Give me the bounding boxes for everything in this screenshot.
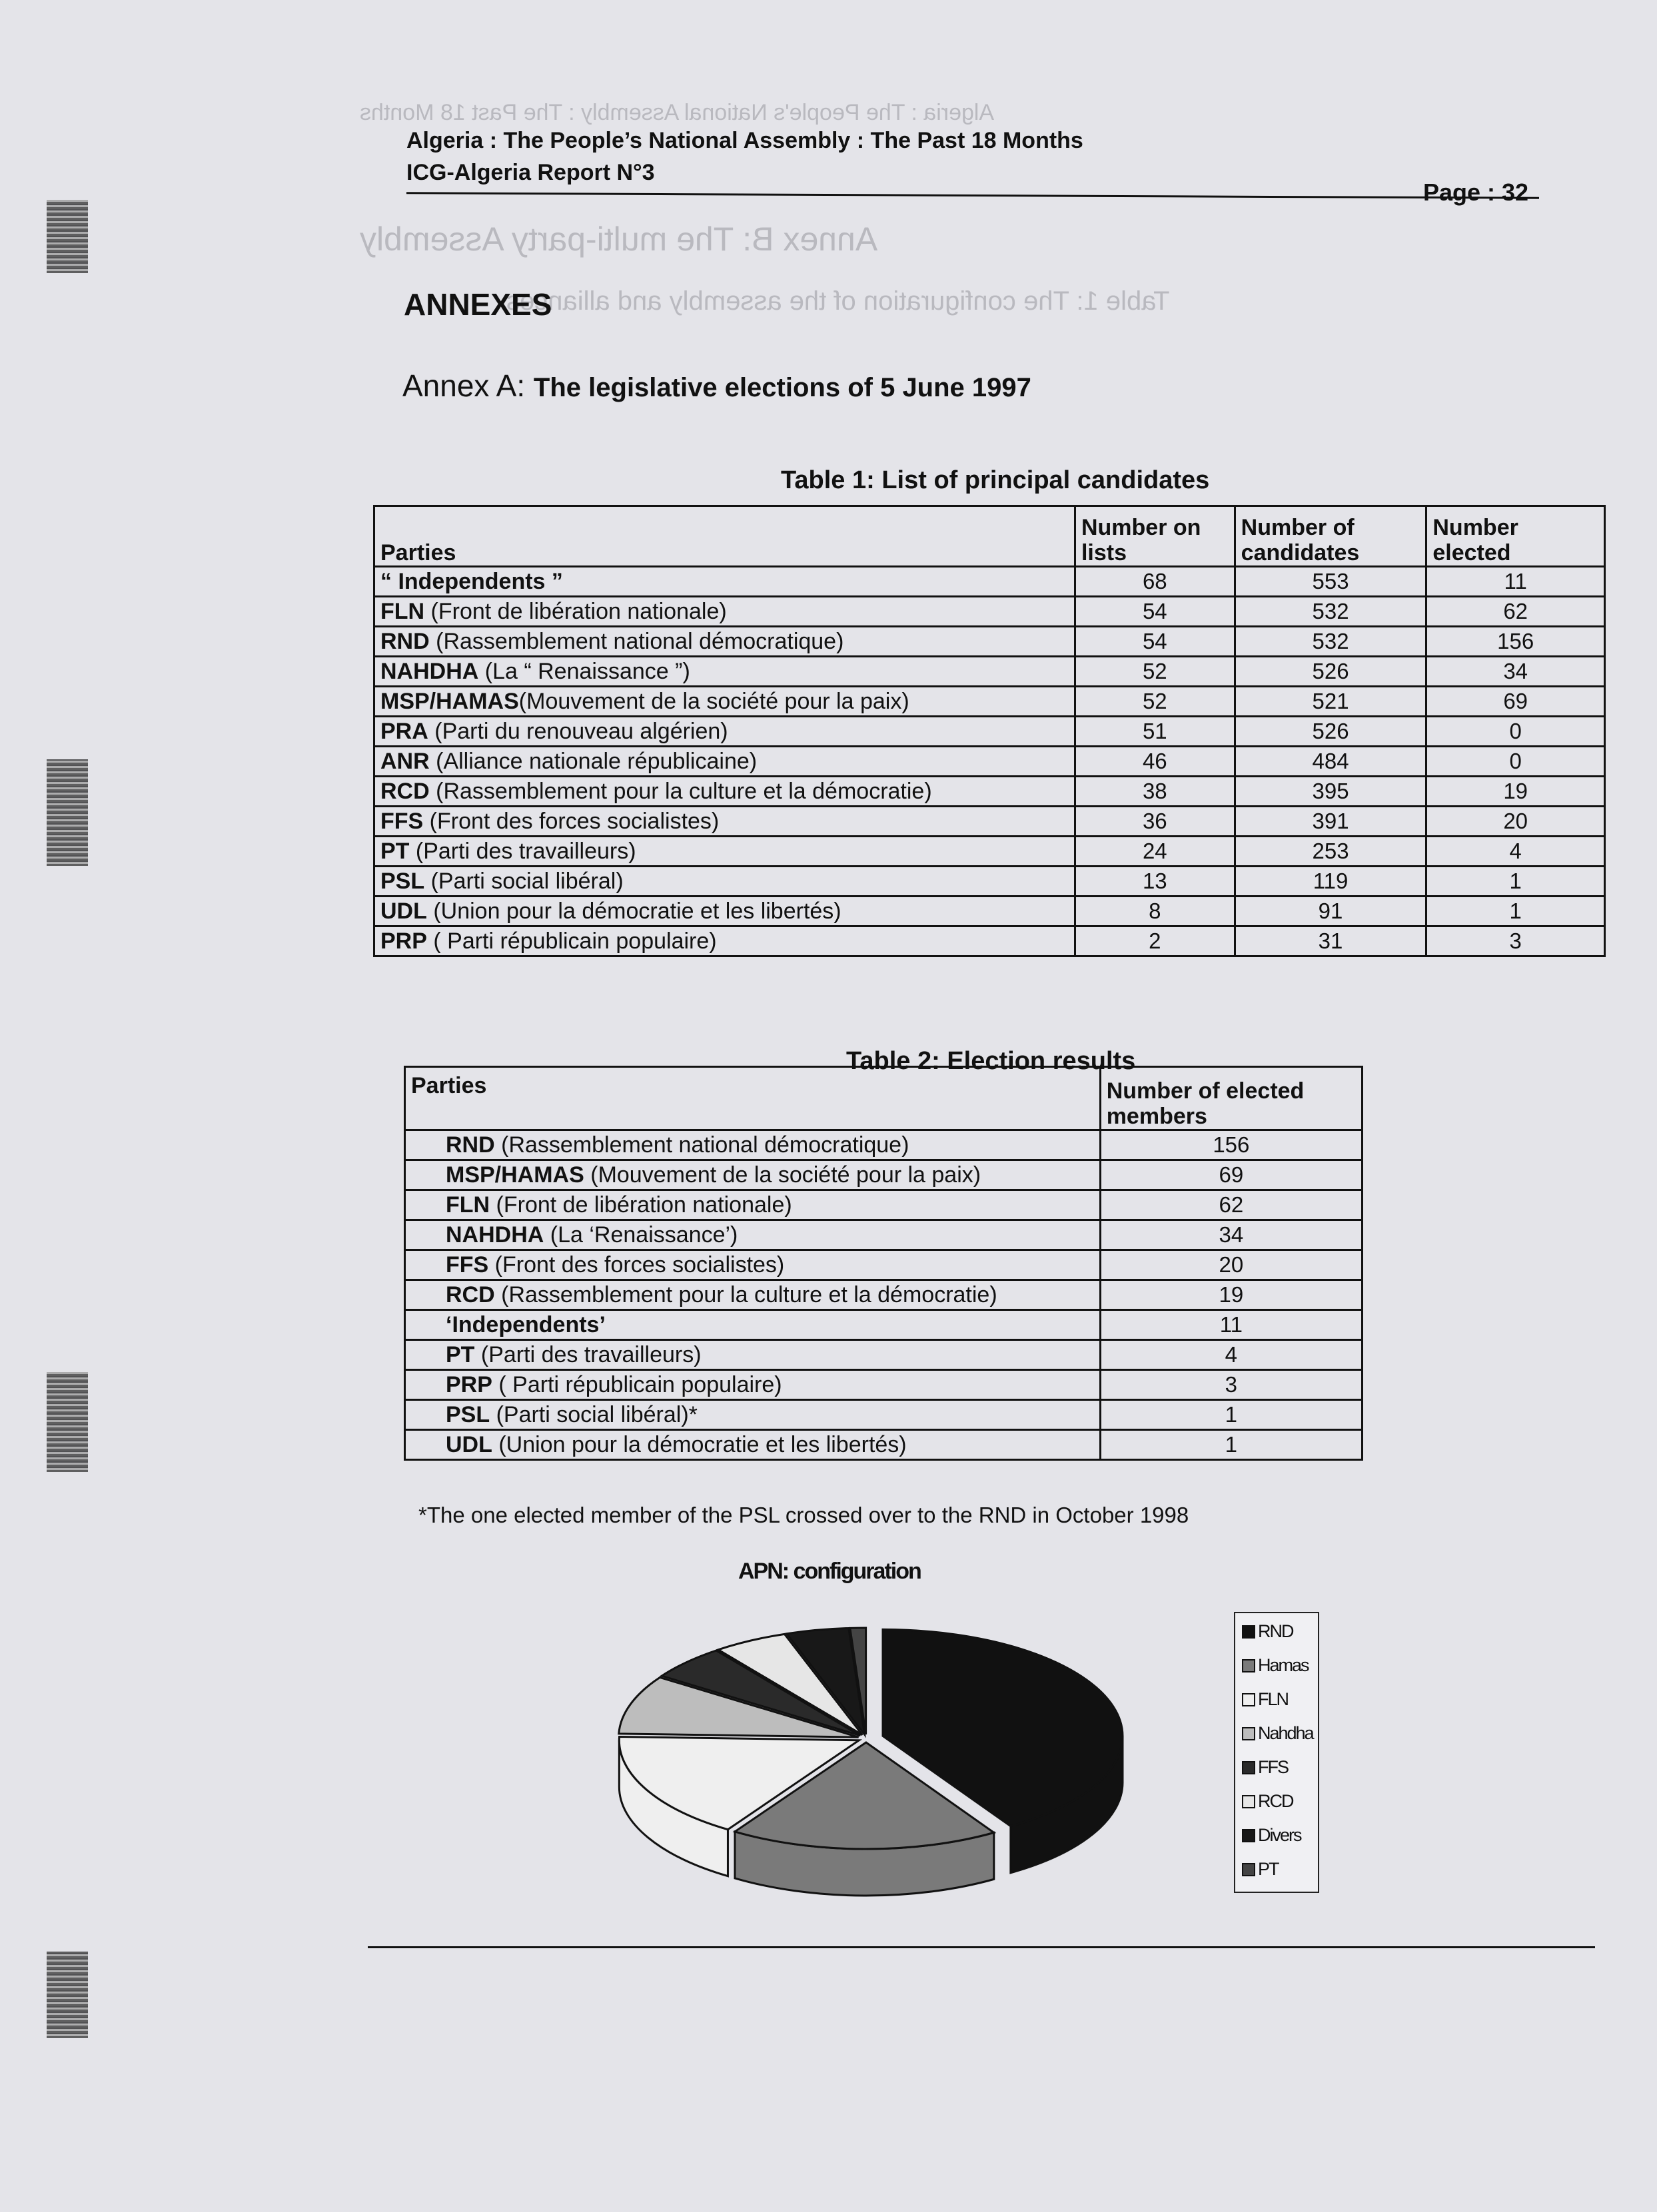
party-full-name: ( Parti républicain populaire): [426, 928, 717, 954]
results-table: [404, 1066, 1363, 1461]
elected-cell: 3: [1426, 926, 1605, 956]
legend-label: Divers: [1258, 1825, 1301, 1845]
party-cell: [374, 597, 1075, 627]
column-header: Number elected: [1426, 506, 1605, 567]
annex-title: The legislative elections of 5 June 1997: [533, 373, 1031, 402]
elected-cell: 20: [1426, 807, 1605, 837]
party-abbreviation: PT: [446, 1342, 475, 1367]
party-cell: [374, 717, 1075, 747]
lists-cell: 8: [1075, 897, 1235, 926]
legend-item-pt: [1242, 1859, 1279, 1880]
party-cell: [374, 926, 1075, 956]
party-cell: [374, 867, 1075, 897]
table-row: [405, 1280, 1363, 1310]
candidates-cell: 395: [1235, 777, 1426, 807]
table-row: [374, 926, 1605, 956]
table-row: [374, 717, 1605, 747]
candidates-table: [373, 505, 1606, 957]
candidates-cell: 526: [1235, 717, 1426, 747]
party-cell: [405, 1160, 1101, 1190]
party-cell: [374, 657, 1075, 687]
table-row: [374, 807, 1605, 837]
candidates-cell: 91: [1235, 897, 1426, 926]
candidates-cell: 31: [1235, 926, 1426, 956]
lists-cell: 36: [1075, 807, 1235, 837]
table-row: [405, 1220, 1363, 1250]
party-abbreviation: FFS: [380, 809, 424, 834]
legend-swatch: [1242, 1761, 1255, 1774]
party-full-name: (Parti des travailleurs): [409, 839, 636, 864]
legend-label: RND: [1258, 1621, 1293, 1641]
column-header: Number of elected members: [1100, 1067, 1362, 1130]
lists-cell: 2: [1075, 926, 1235, 956]
table-row: [374, 777, 1605, 807]
party-cell: [405, 1220, 1101, 1250]
party-cell: [374, 687, 1075, 717]
elected-members-cell: 34: [1100, 1220, 1362, 1250]
pie-chart: [586, 1625, 1186, 1905]
column-header: Number on lists: [1075, 506, 1235, 567]
legend-item-rcd: [1242, 1791, 1293, 1812]
elected-cell: 0: [1426, 717, 1605, 747]
elected-members-cell: 62: [1100, 1190, 1362, 1220]
party-full-name: (Front des forces socialistes): [488, 1252, 785, 1278]
party-abbreviation: UDL: [446, 1432, 492, 1457]
party-cell: [405, 1190, 1101, 1220]
party-abbreviation: “ Independents ”: [380, 569, 563, 594]
table-row: [374, 897, 1605, 926]
lists-cell: 52: [1075, 687, 1235, 717]
lists-cell: 24: [1075, 837, 1235, 867]
lists-cell: 54: [1075, 597, 1235, 627]
elected-cell: 0: [1426, 747, 1605, 777]
section-heading: ANNEXES: [404, 287, 552, 322]
party-cell: [405, 1310, 1101, 1340]
elected-members-cell: 1: [1100, 1430, 1362, 1460]
party-cell: [405, 1130, 1101, 1160]
party-full-name: (La “ Renaissance ”): [478, 659, 690, 684]
party-cell: [374, 567, 1075, 597]
party-abbreviation: NAHDHA: [446, 1222, 544, 1248]
bleed-through-text: Algeria : The People's National Assembly : The Past 18 Months: [360, 100, 995, 125]
elected-cell: 156: [1426, 627, 1605, 657]
party-abbreviation: UDL: [380, 899, 427, 924]
lists-cell: 52: [1075, 657, 1235, 687]
legend-item-rnd: [1242, 1621, 1293, 1642]
party-abbreviation: PRA: [380, 719, 428, 744]
party-full-name: ( Parti républicain populaire): [492, 1372, 782, 1397]
elected-cell: 11: [1426, 567, 1605, 597]
candidates-cell: 526: [1235, 657, 1426, 687]
footer-rule: [368, 1946, 1595, 1948]
party-abbreviation: FFS: [446, 1252, 489, 1278]
candidates-cell: 553: [1235, 567, 1426, 597]
legend-label: Nahdha: [1258, 1723, 1313, 1743]
party-cell: [405, 1340, 1101, 1370]
party-full-name: (Rassemblement national démocratique): [494, 1132, 909, 1158]
candidates-cell: 484: [1235, 747, 1426, 777]
elected-members-cell: 1: [1100, 1400, 1362, 1430]
elected-cell: 1: [1426, 897, 1605, 926]
party-full-name: (Alliance nationale républicaine): [429, 749, 758, 774]
elected-cell: 19: [1426, 777, 1605, 807]
legend-swatch: [1242, 1659, 1255, 1672]
table-row: [374, 627, 1605, 657]
elected-cell: 4: [1426, 837, 1605, 867]
party-abbreviation: PT: [380, 839, 410, 864]
party-cell: [405, 1280, 1101, 1310]
legend-swatch: [1242, 1829, 1255, 1842]
lists-cell: 51: [1075, 717, 1235, 747]
legend-item-fln: [1242, 1689, 1288, 1710]
lists-cell: 54: [1075, 627, 1235, 657]
party-cell: [374, 897, 1075, 926]
party-abbreviation: RND: [380, 629, 430, 654]
party-abbreviation: ‘Independents’: [446, 1312, 606, 1337]
party-full-name: (La ‘Renaissance’): [544, 1222, 738, 1248]
scan-artifact: [47, 1952, 88, 2038]
elected-members-cell: 3: [1100, 1370, 1362, 1400]
party-cell: [374, 837, 1075, 867]
party-full-name: (Mouvement de la société pour la paix): [584, 1162, 981, 1188]
lists-cell: 68: [1075, 567, 1235, 597]
party-abbreviation: FLN: [380, 599, 425, 624]
elected-cell: 62: [1426, 597, 1605, 627]
candidates-cell: 119: [1235, 867, 1426, 897]
column-header: Parties: [374, 506, 1075, 567]
table-row: [374, 867, 1605, 897]
elected-members-cell: 156: [1100, 1130, 1362, 1160]
party-abbreviation: PSL: [380, 869, 425, 894]
party-full-name: (Rassemblement pour la culture et la démocratie): [494, 1282, 997, 1307]
party-full-name: (Parti social libéral): [424, 869, 624, 894]
page-number: Page : 32: [1423, 179, 1529, 206]
party-cell: [374, 777, 1075, 807]
table-row: [374, 657, 1605, 687]
party-cell: [374, 627, 1075, 657]
table-row: [374, 597, 1605, 627]
party-abbreviation: RND: [446, 1132, 495, 1158]
legend-swatch: [1242, 1795, 1255, 1808]
party-full-name: (Front des forces socialistes): [423, 809, 720, 834]
legend-swatch: [1242, 1863, 1255, 1876]
party-cell: [405, 1400, 1101, 1430]
party-full-name: (Rassemblement pour la culture et la démocratie): [429, 779, 932, 804]
party-cell: [405, 1250, 1101, 1280]
column-header: Parties: [405, 1067, 1101, 1130]
elected-members-cell: 69: [1100, 1160, 1362, 1190]
bleed-through-text: Annex B: The multi-party Assembly: [360, 220, 878, 258]
scan-artifact: [47, 759, 88, 866]
party-abbreviation: ANR: [380, 749, 430, 774]
party-full-name: (Parti des travailleurs): [474, 1342, 702, 1367]
table-row: [405, 1160, 1363, 1190]
table-row: [405, 1190, 1363, 1220]
party-abbreviation: MSP/HAMAS: [446, 1162, 584, 1188]
candidates-cell: 532: [1235, 627, 1426, 657]
party-full-name: (Parti social libéral)*: [490, 1402, 698, 1427]
annex-heading: [402, 368, 1031, 404]
party-abbreviation: RCD: [446, 1282, 495, 1307]
table-row: [374, 747, 1605, 777]
report-title: Algeria : The People’s National Assembly : The Past 18 Months: [406, 128, 1083, 153]
table-row: [405, 1310, 1363, 1340]
scan-artifact: [47, 1372, 88, 1472]
party-abbreviation: PSL: [446, 1402, 490, 1427]
legend-item-ffs: [1242, 1757, 1288, 1778]
table-row: [374, 837, 1605, 867]
footnote: *The one elected member of the PSL crossed over to the RND in October 1998: [418, 1503, 1189, 1527]
scan-artifact: [47, 200, 88, 273]
report-number: ICG-Algeria Report N°3: [406, 160, 655, 185]
party-full-name: (Union pour la démocratie et les libertés): [426, 899, 841, 924]
party-abbreviation: FLN: [446, 1192, 490, 1218]
table-header-row: [405, 1067, 1363, 1130]
lists-cell: 46: [1075, 747, 1235, 777]
legend-swatch: [1242, 1693, 1255, 1706]
legend-item-divers: [1242, 1825, 1301, 1846]
party-full-name: (Union pour la démocratie et les libertés): [492, 1432, 907, 1457]
table-row: [405, 1370, 1363, 1400]
table1-caption: Table 1: List of principal candidates: [781, 466, 1210, 494]
elected-cell: 69: [1426, 687, 1605, 717]
elected-members-cell: 4: [1100, 1340, 1362, 1370]
party-cell: [405, 1430, 1101, 1460]
legend-swatch: [1242, 1625, 1255, 1639]
legend-label: RCD: [1258, 1791, 1293, 1811]
table-header-row: [374, 506, 1605, 567]
column-header: Number of candidates: [1235, 506, 1426, 567]
party-full-name: (Mouvement de la société pour la paix): [518, 689, 909, 714]
table-row: [405, 1340, 1363, 1370]
party-cell: [374, 747, 1075, 777]
party-full-name: (Front de libération nationale): [490, 1192, 792, 1218]
party-cell: [405, 1370, 1101, 1400]
candidates-cell: 532: [1235, 597, 1426, 627]
party-abbreviation: NAHDHA: [380, 659, 479, 684]
annex-label: Annex A:: [402, 368, 526, 403]
legend-label: PT: [1258, 1859, 1279, 1879]
lists-cell: 13: [1075, 867, 1235, 897]
table2-caption: Table 2: Election results: [846, 1047, 1136, 1075]
legend-swatch: [1242, 1727, 1255, 1740]
elected-members-cell: 11: [1100, 1310, 1362, 1340]
party-full-name: (Rassemblement national démocratique): [429, 629, 844, 654]
table-row: [374, 567, 1605, 597]
party-abbreviation: PRP: [380, 928, 427, 954]
lists-cell: 38: [1075, 777, 1235, 807]
party-abbreviation: PRP: [446, 1372, 492, 1397]
legend-item-nahdha: [1242, 1723, 1313, 1744]
party-cell: [374, 807, 1075, 837]
elected-cell: 1: [1426, 867, 1605, 897]
candidates-cell: 521: [1235, 687, 1426, 717]
party-full-name: (Parti du renouveau algérien): [428, 719, 728, 744]
legend-label: FLN: [1258, 1689, 1289, 1709]
table-row: [405, 1430, 1363, 1460]
chart-legend: [1234, 1612, 1319, 1893]
candidates-cell: 253: [1235, 837, 1426, 867]
table-row: [405, 1400, 1363, 1430]
elected-members-cell: 20: [1100, 1250, 1362, 1280]
party-full-name: (Front de libération nationale): [424, 599, 727, 624]
legend-label: Hamas: [1258, 1655, 1309, 1675]
elected-members-cell: 19: [1100, 1280, 1362, 1310]
table-row: [405, 1130, 1363, 1160]
elected-cell: 34: [1426, 657, 1605, 687]
legend-item-hamas: [1242, 1655, 1309, 1676]
candidates-cell: 391: [1235, 807, 1426, 837]
bleed-through-text: Table 1: The configuration of the assembly and alliances: [506, 286, 1170, 316]
party-abbreviation: RCD: [380, 779, 430, 804]
table-row: [405, 1250, 1363, 1280]
table-row: [374, 687, 1605, 717]
legend-label: FFS: [1258, 1757, 1288, 1777]
header-rule: [406, 192, 1539, 198]
chart-title: APN: configuration: [738, 1559, 921, 1584]
party-abbreviation: MSP/HAMAS: [380, 689, 519, 714]
